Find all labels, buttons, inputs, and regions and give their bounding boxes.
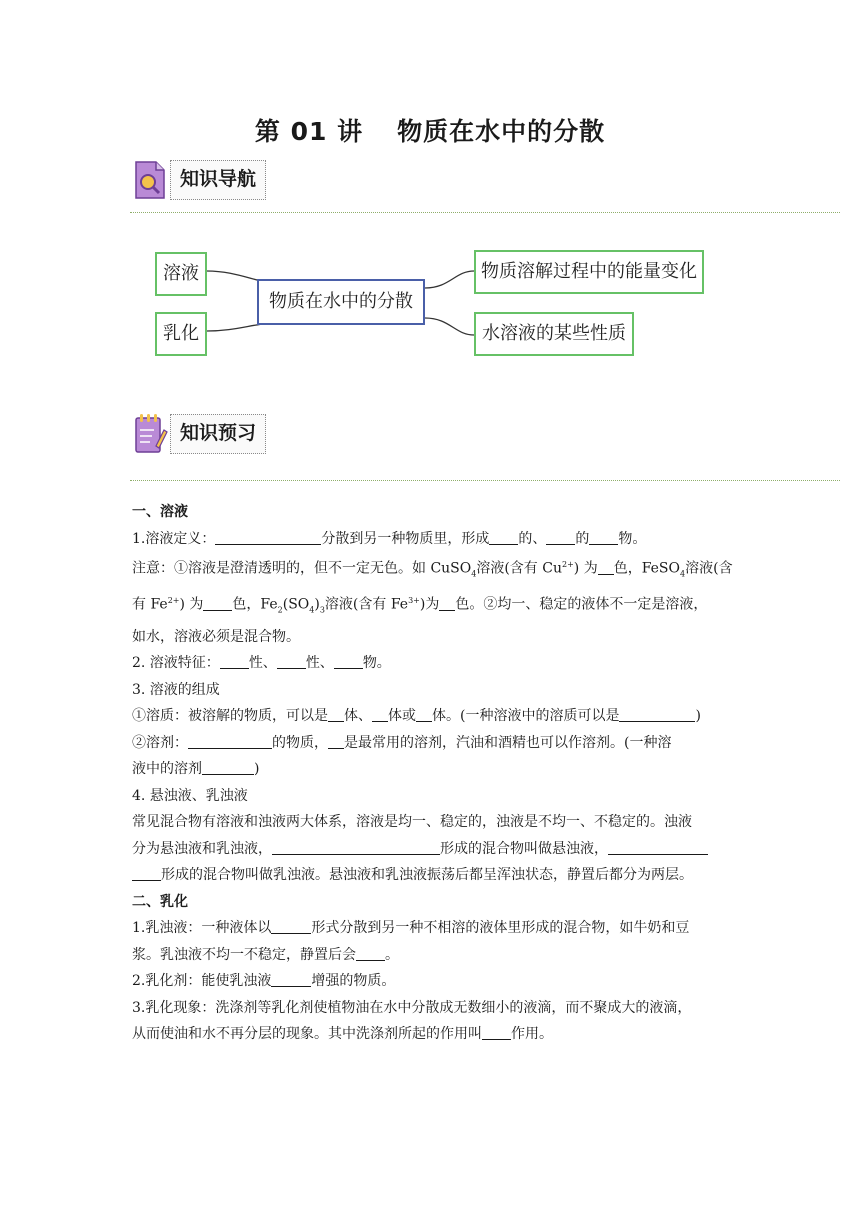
emulsification-line1: 3.乳化现象：洗涤剂等乳化剂使植物油在水中分散成无数细小的液滴，而不聚成大的液滴， bbox=[132, 999, 692, 1016]
blank[interactable] bbox=[334, 655, 363, 669]
notepad-pencil-icon bbox=[132, 412, 168, 456]
emulsifier-line: 2.乳化剂：能使乳浊液 增强的物质。 bbox=[132, 973, 396, 990]
blank[interactable] bbox=[277, 655, 306, 669]
section-header-preview bbox=[132, 412, 732, 462]
heading-emulsification: 二、乳化 bbox=[132, 893, 188, 910]
mindmap-connectors bbox=[0, 0, 860, 380]
blank[interactable] bbox=[220, 655, 249, 669]
blank[interactable] bbox=[489, 531, 518, 545]
blank[interactable] bbox=[203, 597, 232, 611]
suspension-para-line1: 常见混合物有溶液和浊液两大体系，溶液是均一、稳定的，浊液是不均一、不稳定的。浊液 bbox=[132, 814, 692, 831]
mindmap-node-emulsification: 乳化 bbox=[155, 312, 207, 356]
lecture-number: 第 01 讲 bbox=[254, 117, 364, 146]
blank[interactable] bbox=[546, 531, 575, 545]
emulsion-line2: 浆。乳浊液不均一不稳定，静置后会 。 bbox=[132, 946, 399, 963]
suspension-title: 4. 悬浊液、乳浊液 bbox=[132, 787, 248, 804]
emulsion-line1: 1.乳浊液：一种液体以 形式分散到另一种不相溶的液体里形成的混合物，如牛奶和豆 bbox=[132, 920, 690, 937]
suspension-para-line3: 形成的混合物叫做乳浊液。悬浊液和乳浊液振荡后都呈浑浊状态，静置后都分为两层。 bbox=[132, 862, 728, 889]
solution-definition: 1.溶液定义： 分散到另一种物质里，形成 的、 的 物。 bbox=[132, 530, 647, 547]
blank[interactable] bbox=[328, 708, 344, 722]
blank[interactable] bbox=[271, 920, 311, 934]
blank[interactable] bbox=[272, 841, 440, 855]
blank[interactable] bbox=[482, 1026, 511, 1040]
blank[interactable] bbox=[608, 841, 708, 855]
mindmap-node-aqueous-properties: 水溶液的某些性质 bbox=[474, 312, 634, 356]
solution-note-line3: 如水，溶液必须是混合物。 bbox=[132, 628, 300, 645]
solution-note-line1: 注意：①溶液是澄清透明的，但不一定无色。如 CuSO$_4$溶液(含有 $Cu^{2+}$) 为 色，FeSO$_4$溶液(含 bbox=[132, 560, 733, 579]
emulsification-line2: 从而使油和水不再分层的现象。其中洗涤剂所起的作用叫 作用。 bbox=[132, 1026, 553, 1043]
section-divider bbox=[130, 480, 840, 481]
blank[interactable] bbox=[132, 867, 161, 881]
blank[interactable] bbox=[356, 947, 385, 961]
blank[interactable] bbox=[271, 973, 311, 987]
suspension-para-line2: 分为悬浊液和乳浊液， 形成的混合物叫做悬浊液， bbox=[132, 836, 728, 863]
blank[interactable] bbox=[215, 531, 321, 545]
blank[interactable] bbox=[439, 597, 455, 611]
preview-content bbox=[132, 499, 733, 1048]
solution-note-line2: 有 $Fe^{2+}$) 为 色，$Fe_2(SO_4)_3$溶液(含有 $Fe^{3+}$)为 色。②均一、稳定的液体不一定是溶液， bbox=[132, 595, 708, 615]
section-label-preview: 知识预习 bbox=[170, 414, 266, 454]
solvent-line2: 液中的溶剂 ) bbox=[132, 761, 260, 778]
solution-composition-title: 3. 溶液的组成 bbox=[132, 681, 220, 698]
blank[interactable] bbox=[619, 708, 695, 722]
blank[interactable] bbox=[416, 708, 432, 722]
blank[interactable] bbox=[589, 531, 618, 545]
solute-line: ①溶质：被溶解的物质，可以是 体、 体或 体。(一种溶液中的溶质可以是 ) bbox=[132, 708, 701, 725]
blank[interactable] bbox=[328, 735, 344, 749]
mindmap-node-energy-change: 物质溶解过程中的能量变化 bbox=[474, 250, 704, 294]
mindmap-node-solution: 溶液 bbox=[155, 252, 207, 296]
section-label-nav: 知识导航 bbox=[170, 160, 266, 200]
lecture-topic: 物质在水中的分散 bbox=[397, 117, 606, 146]
solution-characteristics: 2. 溶液特征： 性、 性、 物。 bbox=[132, 655, 391, 672]
blank[interactable] bbox=[188, 735, 272, 749]
blank[interactable] bbox=[372, 708, 388, 722]
blank[interactable] bbox=[202, 761, 254, 775]
mindmap-center-node: 物质在水中的分散 bbox=[257, 279, 425, 325]
blank[interactable] bbox=[598, 561, 614, 575]
heading-solution: 一、溶液 bbox=[132, 504, 188, 520]
solvent-line1: ②溶剂： 的物质， 是最常用的溶剂，汽油和酒精也可以作溶剂。(一种溶 bbox=[132, 734, 672, 751]
